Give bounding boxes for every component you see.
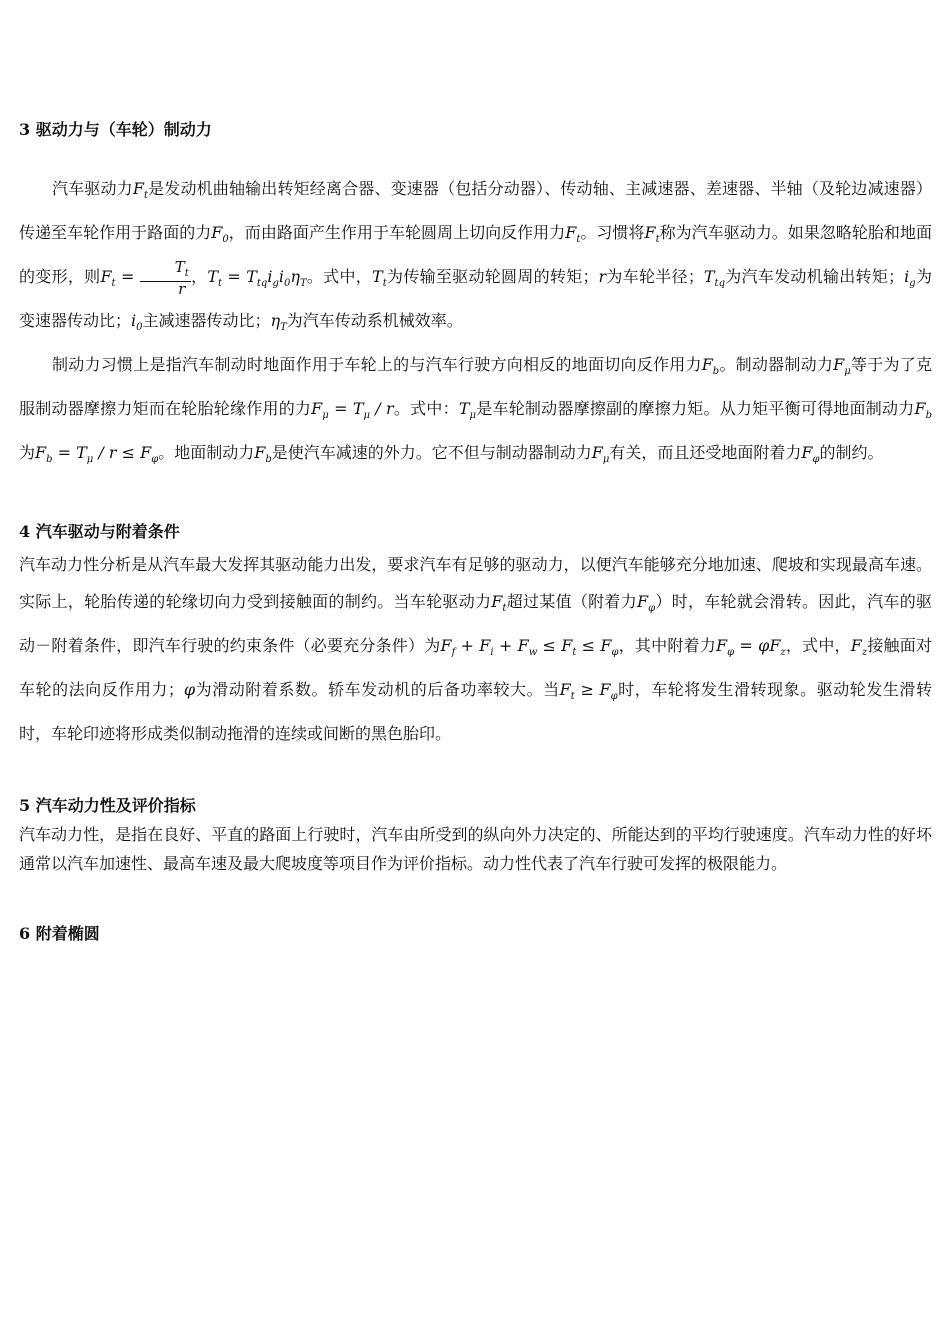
text-run: 汽车驱动力 — [52, 179, 133, 198]
text-run: 称为汽车驱动力。如果忽略轮胎和地面的变形，则 — [19, 223, 932, 286]
text-run: ， — [190, 267, 208, 286]
section-3-heading: 3 驱动力与（车轮）制动力 — [19, 120, 212, 139]
section-3-paragraph-1 — [19, 170, 932, 346]
text-run: 主减速器传动比； — [142, 311, 271, 330]
formula-Fb: $F_b$ — [701, 355, 720, 377]
section-5-paragraph-1: 汽车动力性，是指在良好、平直的路面上行驶时，汽车由所受到的纵向外力决定的、所能达到的平均行驶速度。汽车动力性的好坏通常以汽车加速性、最高车速及最大爬坡度等项目作为评价指标。动力性代表了汽车行驶可发挥的极限能力。 — [19, 825, 932, 873]
formula-etaT: $\eta_T$ — [270, 311, 287, 333]
text-run: 为传输至驱动轮圆周的转矩； — [386, 267, 599, 286]
formula-Fmu-equals-Tmu-over-r: $F_\mu = T_\mu / r$ — [311, 399, 394, 421]
text-run: 是发动机曲轴输出转矩经离合器、变速器（包括分动器）、传动轴、主减速器、差速器、半轴（及轮边减速器）传递至车轮作用于路面的力 — [19, 179, 932, 242]
section-4-heading: 4 汽车驱动与附着条件 — [19, 522, 180, 541]
formula-r: r — [598, 267, 607, 286]
formula-Ft: $F_t$ — [132, 179, 148, 201]
section-3 — [19, 116, 932, 478]
section-6 — [19, 920, 932, 948]
formula-F0: $F_0$ — [211, 223, 229, 245]
text-run: 接触面对车轮的法向反作用力； — [19, 636, 932, 699]
formula-Fphi: $F_\varphi$ — [801, 443, 820, 465]
text-run: 制动力习惯上是指汽车制动时地面作用于车轮上的与汽车行驶方向相反的地面切向反作用力 — [52, 355, 702, 374]
formula-ig: $i_g$ — [904, 267, 916, 289]
text-run: ，而由路面产生作用于车轮圆周上切向反作用力 — [228, 223, 566, 242]
text-run: 为滑动附着系数。轿车发动机的后备功率较大。当 — [195, 680, 560, 699]
formula-Fb-3: $F_b$ — [254, 443, 272, 465]
section-4 — [19, 518, 932, 752]
formula-Ft-ge-Fphi: $F_t \ge F_\varphi$ — [559, 680, 618, 702]
section-4-paragraph-1 — [19, 546, 932, 752]
formula-Tmu: $T_\mu$ — [458, 399, 476, 421]
text-run: 为车轮半径； — [606, 267, 704, 286]
text-run: 。习惯将 — [580, 223, 645, 242]
formula-Fphi: $F_\varphi$ — [637, 592, 656, 614]
text-run: 等于为了克服制动器摩擦力矩而在轮胎轮缘作用的力 — [19, 355, 932, 418]
formula-Fz: $F_z$ — [850, 636, 868, 658]
text-run: 为汽车发动机输出转矩； — [724, 267, 905, 286]
text-run: 。式中， — [306, 267, 373, 286]
section-5 — [19, 792, 932, 878]
formula-Ttq: $T_{tq}$ — [703, 267, 725, 289]
text-run: 是车轮制动器摩擦副的摩擦力矩。从力矩平衡可得地面制动力 — [476, 399, 915, 418]
text-run: 是使汽车减速的外力。它不但与制动器制动力 — [271, 443, 592, 462]
text-run: 超过某值（附着力 — [506, 592, 637, 611]
formula-Ft-2: $F_t$ — [565, 223, 581, 245]
formula-Fmu: $F_\mu$ — [833, 355, 851, 377]
text-run: 为变速器传动比； — [19, 267, 932, 330]
text-run: 。制动器制动力 — [719, 355, 834, 374]
text-run: 。式中： — [393, 399, 459, 418]
formula-Tt-2: $T_t$ — [372, 267, 387, 289]
formula-Tt: $T_t = T_{tq}i_gi_0\eta_T$ — [207, 267, 307, 289]
text-run: 。地面制动力 — [158, 443, 255, 462]
text-run: 为 — [19, 443, 36, 462]
formula-Fb-2: $F_b$ — [914, 399, 932, 421]
formula-Fphi-equals-phi-Fz: $F_\varphi = \varphi F_z$ — [715, 636, 786, 658]
formula-Fb-equals-Tmu-over-r-le-Fphi: $F_b = T_\mu / r \le F_\varphi$ — [35, 443, 159, 465]
formula-Ft-3: $F_t$ — [644, 223, 660, 245]
section-6-heading: 6 附着椭圆 — [19, 924, 100, 943]
text-run: 的制约。 — [819, 443, 884, 462]
section-3-paragraph-2 — [19, 346, 932, 478]
formula-Ft-equals-Tt-over-r: $F_t$ = $\frac{T_t}{r}$ — [100, 257, 189, 298]
text-run: 汽车动力性分析是从汽车最大发挥其驱动能力出发，要求汽车有足够的驱动力，以便汽车能够充分地加速、爬坡和实现最高车速。实际上，轮胎传递的轮缘切向力受到接触面的制约。当车轮驱动力 — [19, 555, 932, 611]
text-run: ，式中， — [785, 636, 851, 655]
text-run: ）时，车轮就会滑转。因此，汽车的驱动－附着条件，即汽车行驶的约束条件（必要充分条件）为 — [19, 592, 932, 655]
formula-i0: $i_0$ — [131, 311, 143, 333]
text-run: ，其中附着力 — [618, 636, 716, 655]
formula-drive-adhesion-condition: $F_f + F_i + F_w \le F_t \le F_\varphi$ — [440, 636, 619, 658]
text-run: 为汽车传动系机械效率。 — [286, 311, 463, 330]
formula-Ft: $F_t$ — [491, 592, 507, 614]
formula-phi: φ — [183, 680, 196, 699]
section-5-heading: 5 汽车动力性及评价指标 — [19, 796, 196, 815]
text-run: 时，车轮将发生滑转现象。驱动轮发生滑转时，车轮印迹将形成类似制动拖滑的连续或间断的黑色胎印。 — [19, 680, 932, 743]
formula-Fmu-2: $F_\mu$ — [591, 443, 610, 465]
text-run: 有关，而且还受地面附着力 — [609, 443, 802, 462]
